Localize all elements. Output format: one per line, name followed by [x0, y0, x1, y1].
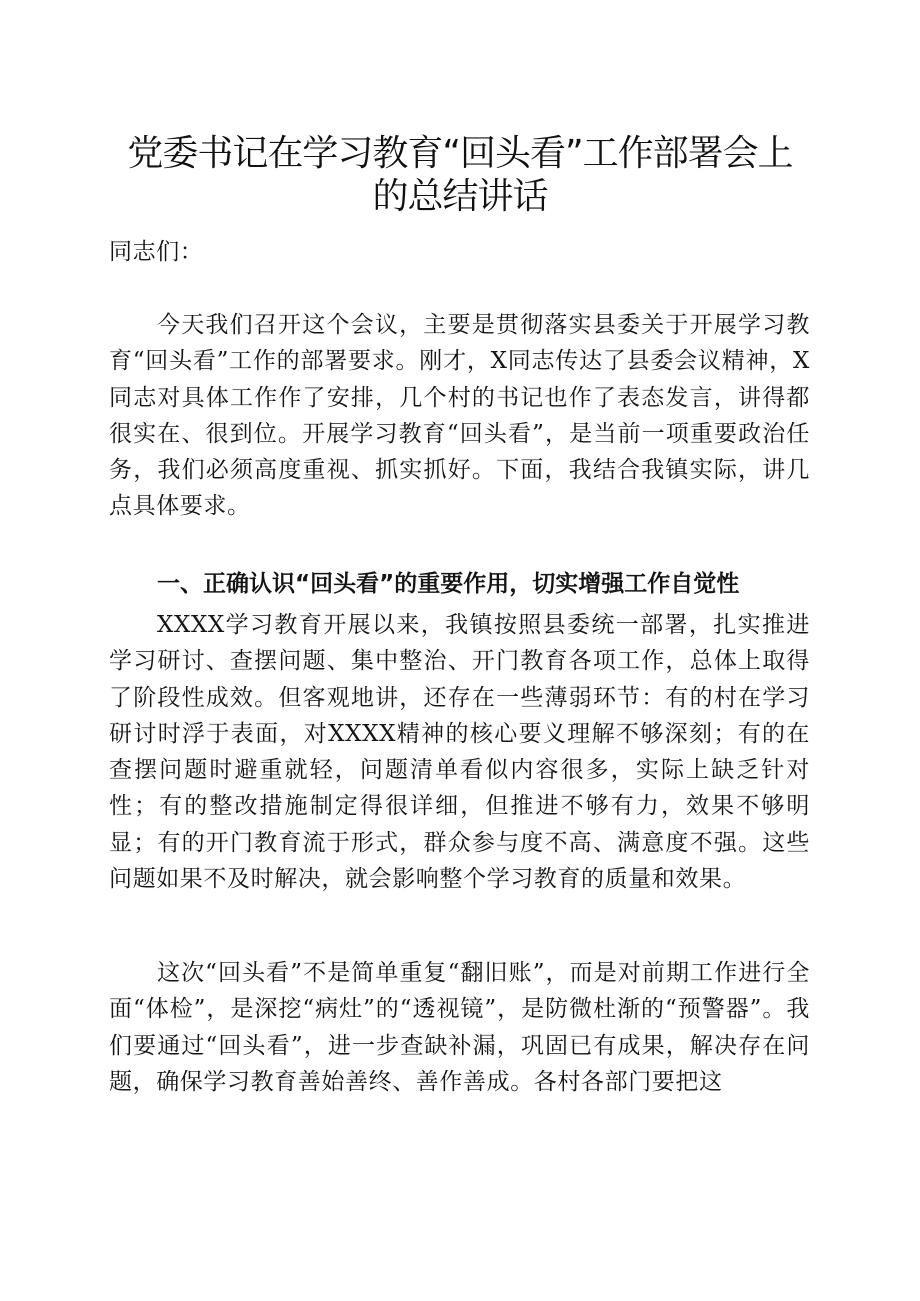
section-heading-1: 一、正确认识“回头看”的重要作用，切实增强工作自觉性 — [157, 571, 740, 597]
document-title-line-2: 的总结讲话 — [372, 176, 548, 217]
paragraph-section1-continued: 这次“回头看”不是简单重复“翻旧账”，而是对前期工作进行全面“体检”，是深挖“病灶”的“透视镜”，是防微杜渐的“预警器”。我们要通过“回头看”，进一步查缺补漏，巩固已有成果，解决存在问题，确保学习教育善始善终、善作善成。各村各部门要把这 — [109, 960, 810, 1095]
greeting: 同志们： — [109, 239, 204, 265]
document-title-line-1: 党委书记在学习教育“回头看”工作部署会上 — [127, 133, 793, 174]
paragraph-section1-body: XXXX学习教育开展以来，我镇按照县委统一部署，扎实推进学习研讨、查摆问题、集中整治、开门教育各项工作，总体上取得了阶段性成效。但客观地讲，还存在一些薄弱环节：有的村在学习研讨时浮于表面，对XXXX精神的核心要义理解不够深刻；有的在查摆问题时避重就轻，问题清单看似内容很多，实际上缺乏针对性；有的整改措施制定得很详细，但推进不够有力，效果不够明显；有的开门教育流于形式，群众参与度不高、满意度不强。这些问题如果不及时解决，就会影响整个学习教育的质量和效果。 — [109, 612, 810, 893]
paragraph-intro: 今天我们召开这个会议，主要是贯彻落实县委关于开展学习教育“回头看”工作的部署要求。刚才，X同志传达了县委会议精神，X同志对具体工作作了安排，几个村的书记也作了表态发言，讲得都很实在、很到位。开展学习教育“回头看”，是当前一项重要政治任务，我们必须高度重视、抓实抓好。下面，我结合我镇实际，讲几点具体要求。 — [109, 312, 810, 520]
